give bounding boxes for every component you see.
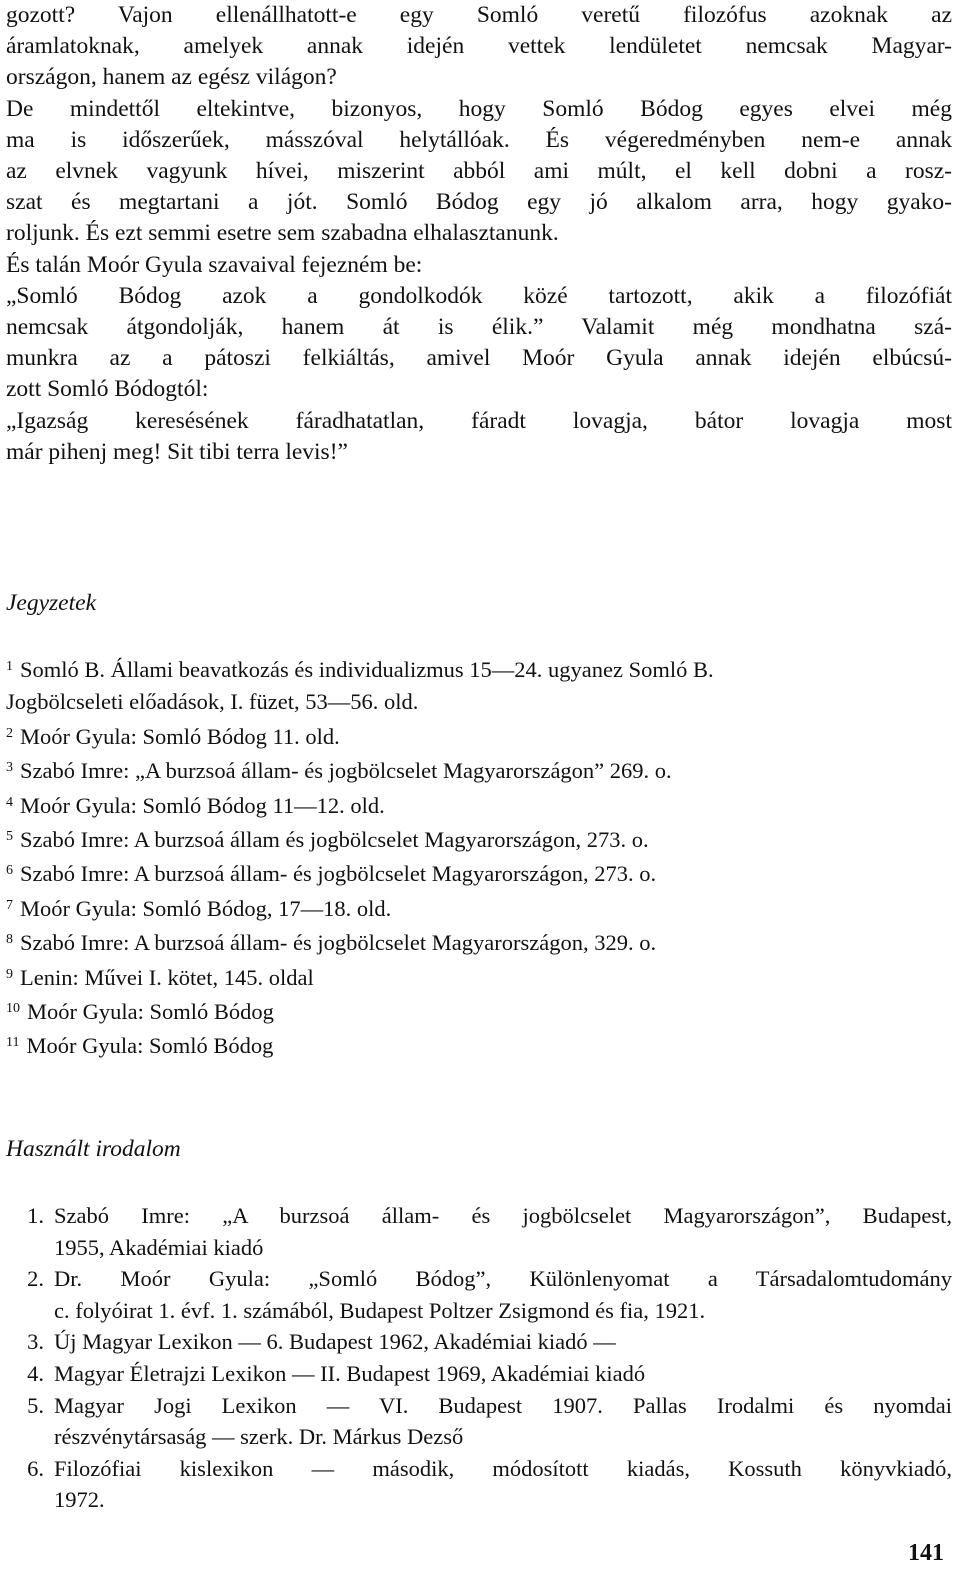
reference-number: 6. <box>27 1455 44 1481</box>
note-text: Moór Gyula: Somló Bódog <box>27 999 274 1025</box>
note-text: Moór Gyula: Somló Bódog 11—12. old. <box>20 792 385 818</box>
body-line: munkra az a pátoszi felkiáltás, amivel Moór Gyula annak idején elbúcsú- <box>6 345 952 372</box>
reference-item <box>6 1358 952 1390</box>
note-text: Jogbölcseleti előadások, I. füzet, 53—56. old. <box>6 689 419 715</box>
note-item <box>6 891 952 925</box>
page-number: 141 <box>908 1540 944 1566</box>
body-line: „Igazság keresésének fáradhatatlan, fáradt lovagja, bátor lovagja most <box>6 407 952 434</box>
note-item <box>6 994 952 1028</box>
body-line: ma is időszerűek, másszóval helytállóak. És végeredményben nem-e annak <box>6 126 952 153</box>
reference-line: Magyar Életrajzi Lexikon — II. Budapest 1969, Akadémiai kiadó <box>54 1360 646 1386</box>
reference-item <box>6 1263 952 1326</box>
reference-text <box>54 1326 952 1358</box>
note-text: Szabó Imre: A burzsoá állam és jogbölcselet Magyarországon, 273. o. <box>20 827 649 853</box>
body-line: zott Somló Bódogtól: <box>6 376 209 403</box>
body-line: az elvnek vagyunk hívei, miszerint abból ami múlt, el kell dobni a rosz- <box>6 158 952 185</box>
note-text: Lenin: Művei I. kötet, 145. oldal <box>20 964 314 990</box>
reference-item <box>6 1390 952 1453</box>
note-item <box>6 788 952 822</box>
reference-text <box>54 1358 952 1390</box>
body-line: már pihenj meg! Sit tibi terra levis!” <box>6 438 348 465</box>
body-line: „Somló Bódog azok a gondolkodók közé tartozott, akik a filozófiát <box>6 282 952 309</box>
reference-item <box>6 1326 952 1358</box>
reference-text <box>54 1263 952 1326</box>
note-text: Szabó Imre: „A burzsoá állam- és jogbölcselet Magyarországon” 269. o. <box>20 758 672 784</box>
body-line: És talán Moór Gyula szavaival fejezném be: <box>6 251 423 278</box>
note-item <box>6 960 952 994</box>
reference-item <box>6 1453 952 1516</box>
reference-line: Magyar Jogi Lexikon — VI. Budapest 1907. Pallas Irodalmi és nyomdai <box>54 1392 952 1418</box>
note-text: Szabó Imre: A burzsoá állam- és jogbölcselet Magyarországon, 329. o. <box>20 930 657 956</box>
note-number: 7 <box>6 897 13 913</box>
note-number: 2 <box>6 725 13 741</box>
note-item <box>6 652 952 686</box>
note-number: 10 <box>6 1001 20 1017</box>
reference-line: c. folyóirat 1. évf. 1. számából, Budapest Poltzer Zsigmond és fia, 1921. <box>54 1297 706 1323</box>
note-item <box>6 753 952 787</box>
reference-line: 1972. <box>54 1487 105 1513</box>
note-item <box>6 925 952 959</box>
note-text: Moór Gyula: Somló Bódog, 17—18. old. <box>20 895 392 921</box>
reference-text <box>54 1390 952 1453</box>
note-item <box>6 822 952 856</box>
note-item <box>6 1028 952 1062</box>
note-text: Moór Gyula: Somló Bódog 11. old. <box>20 723 340 749</box>
reference-text <box>54 1200 952 1263</box>
note-number: 8 <box>6 932 13 948</box>
reference-line: 1955, Akadémiai kiadó <box>54 1234 264 1260</box>
note-text: Szabó Imre: A burzsoá állam- és jogbölcselet Magyarországon, 273. o. <box>20 861 657 887</box>
reference-number: 3. <box>27 1329 44 1355</box>
reference-line: Szabó Imre: „A burzsoá állam- és jogbölcselet Magyarországon”, Budapest, <box>54 1203 952 1228</box>
body-line: országon, hanem az egész világon? <box>6 64 337 91</box>
reference-line: részvénytársaság — szerk. Dr. Márkus Dezső <box>54 1424 464 1450</box>
note-number: 4 <box>6 794 13 810</box>
reference-line: Dr. Moór Gyula: „Somló Bódog”, Különlenyomat a Társadalomtudomány <box>54 1266 952 1292</box>
reference-number: 1. <box>27 1203 44 1228</box>
body-line: áramlatoknak, amelyek annak idején vettek lendületet nemcsak Magyar- <box>6 33 952 60</box>
note-number: 3 <box>6 760 13 776</box>
note-text: Somló B. Állami beavatkozás és individualizmus 15—24. ugyanez Somló B. <box>20 657 714 682</box>
reference-text <box>54 1453 952 1516</box>
reference-item <box>6 1200 952 1263</box>
body-line: gozott? Vajon ellenállhatott-e egy Somló veretű filozófus azoknak az <box>6 2 952 28</box>
note-item <box>6 719 952 753</box>
note-number: 6 <box>6 863 13 879</box>
notes-list <box>6 652 952 1063</box>
body-text <box>6 0 952 468</box>
reference-line: Új Magyar Lexikon — 6. Budapest 1962, Akadémiai kiadó — <box>54 1329 616 1355</box>
notes-heading: Jegyzetek <box>6 590 97 616</box>
note-number: 1 <box>6 659 13 674</box>
body-line: De mindettől eltekintve, bizonyos, hogy Somló Bódog egyes elvei még <box>6 95 952 122</box>
reference-number: 4. <box>27 1360 44 1386</box>
references-heading: Használt irodalom <box>6 1136 181 1162</box>
body-line: nemcsak átgondolják, hanem át is élik.” Valamit még mondhatna szá- <box>6 314 952 341</box>
reference-number: 2. <box>27 1266 44 1292</box>
body-line: szat és megtartani a jót. Somló Bódog egy jó alkalom arra, hogy gyako- <box>6 189 952 216</box>
note-item <box>6 856 952 890</box>
note-number: 11 <box>6 1035 20 1051</box>
body-line: roljunk. És ezt semmi esetre sem szabadna elhalasztanunk. <box>6 220 559 247</box>
note-item <box>6 686 952 718</box>
references-list <box>6 1200 952 1516</box>
reference-line: Filozófiai kislexikon — második, módosított kiadás, Kossuth könyvkiadó, <box>54 1455 952 1481</box>
note-number: 9 <box>6 966 13 982</box>
reference-number: 5. <box>27 1392 44 1418</box>
note-text: Moór Gyula: Somló Bódog <box>26 1033 274 1059</box>
note-number: 5 <box>6 829 13 845</box>
